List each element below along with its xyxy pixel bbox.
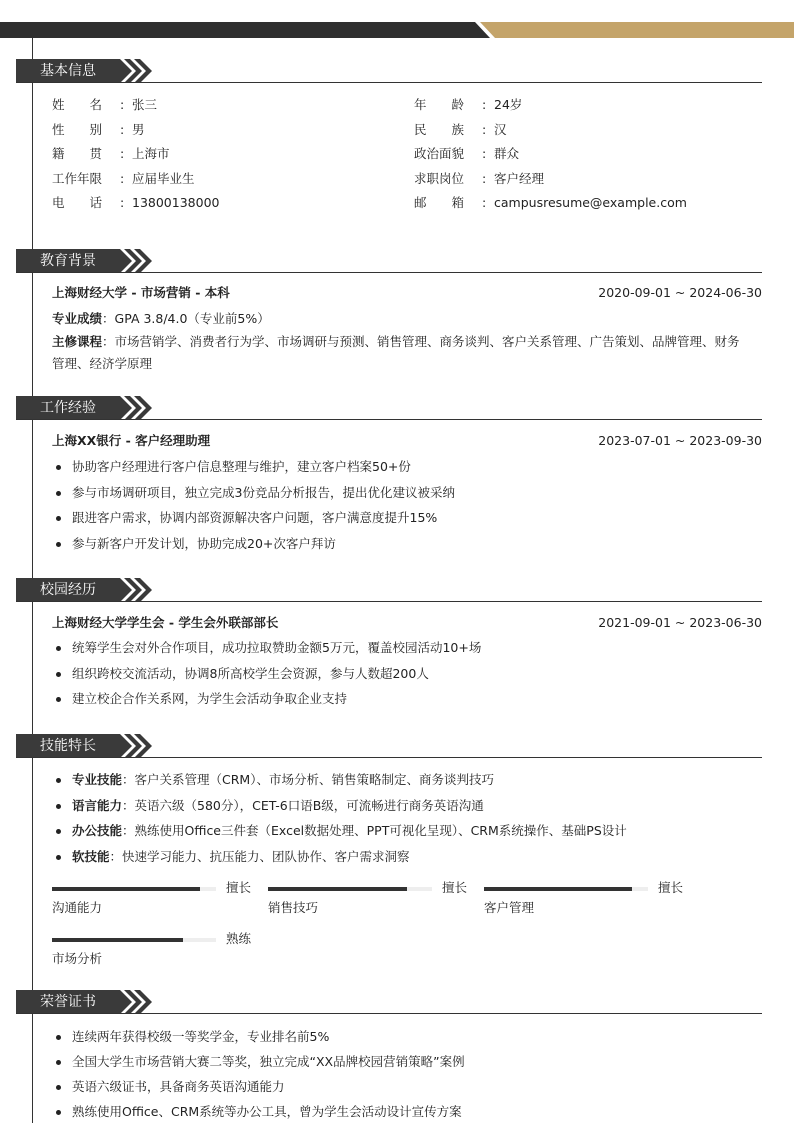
info-field	[52, 120, 145, 138]
field-label: 邮 箱	[414, 195, 465, 210]
section-title: 技能特长	[16, 734, 112, 758]
field-label: 年 龄	[414, 97, 465, 112]
section-rule	[16, 419, 762, 420]
section-work	[16, 396, 762, 551]
info-field	[414, 95, 522, 113]
stripe-decor-icon	[110, 990, 156, 1014]
skill-level: 熟练	[226, 931, 252, 946]
skill-bar	[484, 882, 684, 922]
info-field	[414, 144, 519, 162]
section-header	[16, 578, 762, 602]
list-item: 跟进客户需求，协调内部资源解决客户问题，客户满意度提升15%	[52, 508, 437, 528]
section-campus	[16, 578, 762, 706]
info-field	[414, 193, 687, 211]
skill-bar	[52, 933, 252, 973]
field-value: campusresume@example.com	[494, 195, 687, 210]
list-item	[52, 847, 410, 867]
skill-name: 销售技巧	[268, 900, 319, 915]
field-colon: :	[482, 121, 487, 137]
list-item: 参与新客户开发计划，协助完成20+次客户拜访	[52, 534, 336, 554]
field-label: 求职岗位	[414, 170, 465, 186]
campus-date: 2021-09-01 ~ 2023-06-30	[598, 615, 762, 630]
field-colon: :	[120, 195, 125, 210]
stripe-decor-icon	[110, 249, 156, 273]
section-header	[16, 59, 762, 83]
skill-bar-track	[52, 938, 216, 942]
list-item: 英语六级证书，具备商务英语沟通能力	[52, 1077, 285, 1097]
list-item: 熟练使用Office、CRM系统等办公工具，曾为学生会活动设计宣传方案	[52, 1102, 462, 1122]
info-field	[52, 193, 219, 211]
field-colon: :	[482, 97, 487, 112]
field-colon: :	[482, 195, 487, 210]
info-field	[414, 169, 544, 187]
skill-text: ：熟练使用Office三件套（Excel数据处理、PPT可视化呈现）、CRM系统操作、基础PS设计	[122, 823, 627, 838]
field-value: 男	[132, 121, 145, 137]
section-header	[16, 990, 762, 1014]
field-colon: :	[120, 97, 125, 112]
skill-bar-fill	[52, 887, 200, 891]
education-heading: 上海财经大学 - 市场营销 - 本科	[52, 285, 230, 300]
grade-value: ：GPA 3.8/4.0（专业前5%）	[102, 311, 270, 326]
list-item: 统筹学生会对外合作项目，成功拉取赞助金额5万元，覆盖校园活动10+场	[52, 638, 481, 658]
section-rule	[16, 1013, 762, 1014]
stripe-decor-icon	[110, 59, 156, 83]
skill-name: 市场分析	[52, 951, 103, 966]
section-rule	[16, 82, 762, 83]
campus-heading: 上海财经大学学生会 - 学生会外联部部长	[52, 615, 279, 630]
list-item: 参与市场调研项目，独立完成3份竞品分析报告，提出优化建议被采纳	[52, 483, 455, 503]
list-item: 全国大学生市场营销大赛二等奖，独立完成“XX品牌校园营销策略”案例	[52, 1052, 465, 1072]
skill-bar-fill	[52, 938, 183, 942]
section-title: 工作经验	[16, 396, 112, 420]
skill-level: 擅长	[658, 880, 684, 895]
skill-bar	[52, 882, 252, 922]
section-title: 教育背景	[16, 249, 112, 273]
section-skills	[16, 734, 762, 966]
field-value: 13800138000	[132, 195, 220, 210]
info-field	[414, 120, 507, 138]
section-basic-info	[16, 59, 762, 83]
section-education	[16, 249, 762, 371]
skill-text: ：客户关系管理（CRM）、市场分析、销售策略制定、商务谈判技巧	[122, 772, 494, 787]
section-header	[16, 734, 762, 758]
work-heading-row	[52, 431, 762, 451]
info-field	[52, 144, 170, 162]
campus-heading-row	[52, 613, 762, 633]
courses-line-2: 管理、经济学原理	[52, 356, 153, 371]
list-item: 协助客户经理进行客户信息整理与维护，建立客户档案50+份	[52, 457, 411, 477]
section-honors	[16, 990, 762, 1119]
field-colon: :	[120, 146, 125, 161]
field-value: 应届毕业生	[132, 170, 195, 186]
skill-name: 沟通能力	[52, 900, 103, 915]
skill-bar-track	[52, 887, 216, 891]
courses-label: 主修课程	[52, 334, 103, 349]
grade-label: 专业成绩	[52, 311, 103, 326]
header-decor-bar	[0, 22, 794, 38]
section-rule	[16, 272, 762, 273]
section-title: 校园经历	[16, 578, 112, 602]
stripe-decor-icon	[110, 396, 156, 420]
education-courses	[52, 331, 762, 375]
skill-level: 擅长	[442, 880, 468, 895]
field-label: 姓 名	[52, 97, 103, 112]
field-colon: :	[120, 170, 125, 186]
list-item: 连续两年获得校级一等奖学金，专业排名前5%	[52, 1027, 329, 1047]
field-label: 籍 贯	[52, 146, 103, 161]
list-item: 建立校企合作关系网，为学生会活动争取企业支持	[52, 689, 347, 709]
field-value: 24岁	[494, 97, 523, 112]
skill-bar-fill	[484, 887, 632, 891]
info-field	[52, 95, 157, 113]
skill-bar-fill	[268, 887, 407, 891]
field-label: 性 别	[52, 121, 103, 137]
list-item	[52, 821, 627, 841]
field-colon: :	[482, 170, 487, 186]
field-value: 群众	[494, 146, 520, 161]
section-title: 基本信息	[16, 59, 112, 83]
section-title: 荣誉证书	[16, 990, 112, 1014]
skill-bar	[268, 882, 468, 922]
list-item	[52, 796, 484, 816]
stripe-decor-icon	[110, 578, 156, 602]
skill-text: ：英语六级（580分），CET-6口语B级，可流畅进行商务英语沟通	[122, 797, 484, 813]
field-label: 政治面貌	[414, 146, 465, 161]
field-value: 汉	[494, 121, 507, 137]
skill-level: 擅长	[226, 880, 252, 895]
field-label: 民 族	[414, 121, 465, 137]
field-colon: :	[120, 121, 125, 137]
skill-label: 语言能力	[72, 797, 123, 813]
skill-bar-track	[268, 887, 432, 891]
education-grade-row	[52, 309, 762, 329]
stripe-decor-icon	[110, 734, 156, 758]
field-value: 客户经理	[494, 170, 545, 186]
list-item: 组织跨校交流活动，协调8所高校学生会资源，参与人数超200人	[52, 664, 429, 684]
info-field	[52, 169, 195, 187]
section-header	[16, 249, 762, 273]
skill-label: 专业技能	[72, 772, 123, 787]
list-item	[52, 770, 494, 790]
field-colon: :	[482, 146, 487, 161]
section-rule	[16, 601, 762, 602]
field-label: 电 话	[52, 195, 103, 210]
work-heading: 上海XX银行 - 客户经理助理	[52, 433, 211, 448]
education-heading-row	[52, 283, 762, 303]
work-date: 2023-07-01 ~ 2023-09-30	[598, 433, 762, 448]
section-rule	[16, 757, 762, 758]
skill-name: 客户管理	[484, 900, 535, 915]
section-header	[16, 396, 762, 420]
field-value: 上海市	[132, 146, 170, 161]
skill-label: 办公技能	[72, 823, 123, 838]
field-value: 张三	[132, 97, 158, 112]
skill-label: 软技能	[72, 848, 110, 864]
skill-text: ：快速学习能力、抗压能力、团队协作、客户需求洞察	[109, 848, 410, 864]
skill-bar-track	[484, 887, 648, 891]
education-date: 2020-09-01 ~ 2024-06-30	[598, 285, 762, 300]
courses-line-1: ：市场营销学、消费者行为学、市场调研与预测、销售管理、商务谈判、客户关系管理、广告策划、品牌管理、财务	[102, 334, 740, 349]
field-label: 工作年限	[52, 170, 103, 186]
